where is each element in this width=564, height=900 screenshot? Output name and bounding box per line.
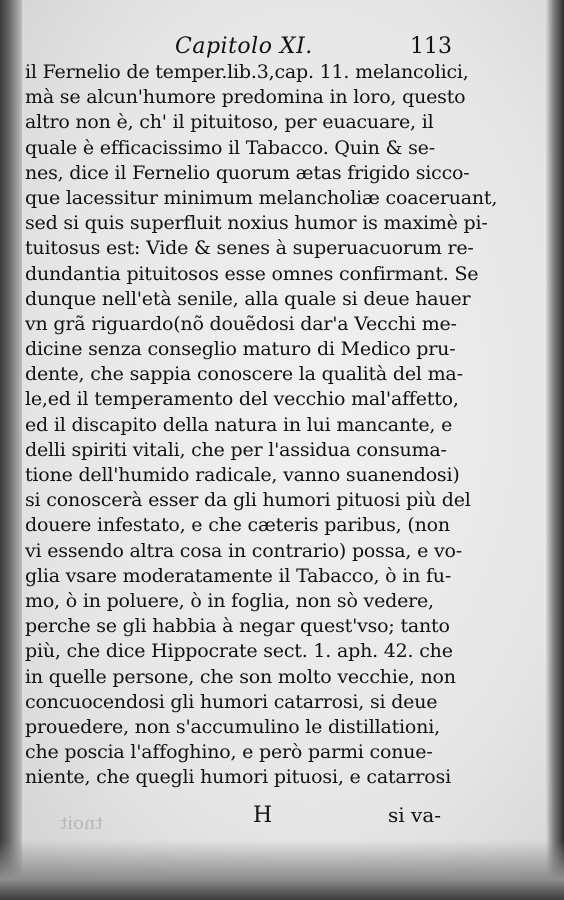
text-line: si conoscerà esser da gli humori pituosi più del (25, 489, 471, 512)
text-line: più, che dice Hippocrate sect. 1. aph. 42. che (25, 640, 453, 663)
text-line: delli spiriti vitali, che per l'assidua consuma- (25, 438, 447, 461)
bleed-through-text: tnoit (60, 813, 103, 834)
page-edge-bottom (0, 840, 564, 900)
text-line: vi essendo altra cosa in contrario) possa, e vo- (25, 539, 462, 562)
text-line: in quelle persone, che son molto vecchie, non (25, 665, 456, 688)
text-line: dente, che sappia conoscere la qualità del ma- (25, 363, 463, 386)
text-line: le,ed il temperamento del vecchio mal'affetto, (25, 388, 459, 411)
page-edge-left (0, 0, 22, 900)
text-line: glia vsare moderatamente il Tabacco, ò in fu- (25, 564, 452, 587)
text-line: vn grã riguardo(nõ douẽdosi dar'a Vecchi me- (25, 312, 457, 335)
text-line: concuocendosi gli humori catarrosi, si deue (25, 690, 438, 713)
text-line: perche se gli habbia à negar quest'vso; tanto (25, 615, 450, 638)
text-line: mo, ò in poluere, ò in foglia, non sò vedere, (25, 589, 434, 612)
text-line: mà se alcun'humore predomina in loro, questo (25, 86, 466, 109)
signature-mark: H (253, 803, 273, 828)
text-line: altro non è, ch' il pituitoso, per euacuare, il (25, 111, 434, 134)
text-line: sed si quis superfluit noxius humor is maximè pi- (25, 212, 488, 235)
text-line: quale è efficacissimo il Tabacco. Quin & se- (25, 136, 435, 159)
text-line: niente, che quegli humori pituosi, e catarrosi (25, 766, 451, 789)
text-line: que lacessitur minimum melancholiæ coaceruant, (25, 186, 498, 209)
page-number: 113 (410, 34, 452, 59)
text-line: prouedere, non s'accumulino le distillationi, (25, 715, 440, 738)
text-line: tione dell'humido radicale, vanno suanendosi) (25, 464, 460, 486)
page-edge-right (546, 0, 564, 900)
text-line: douere infestato, e che cæteris paribus, (non (25, 514, 450, 537)
body-text (25, 60, 545, 790)
text-line: ed il discapito della natura in lui mancante, e (25, 413, 453, 436)
text-line: che poscia l'affoghino, e però parmi conue- (25, 741, 433, 764)
text-line: dunque nell'età senile, alla quale si deue hauer (25, 287, 471, 310)
running-head: Capitolo XI. (175, 34, 313, 59)
text-line: dicine senza conseglio maturo di Medico pru- (25, 338, 456, 361)
catchword: si va- (388, 803, 441, 827)
text-line: nes, dice il Fernelio quorum ætas frigido sicco- (25, 161, 470, 184)
text-line: dundantia pituitosos esse omnes confirmant. Se (25, 262, 479, 285)
text-line: il Fernelio de temper.lib.3,cap. 11. melancolici, (25, 61, 469, 83)
text-line: tuitosus est: Vide & senes à superuacuorum re- (25, 237, 474, 260)
